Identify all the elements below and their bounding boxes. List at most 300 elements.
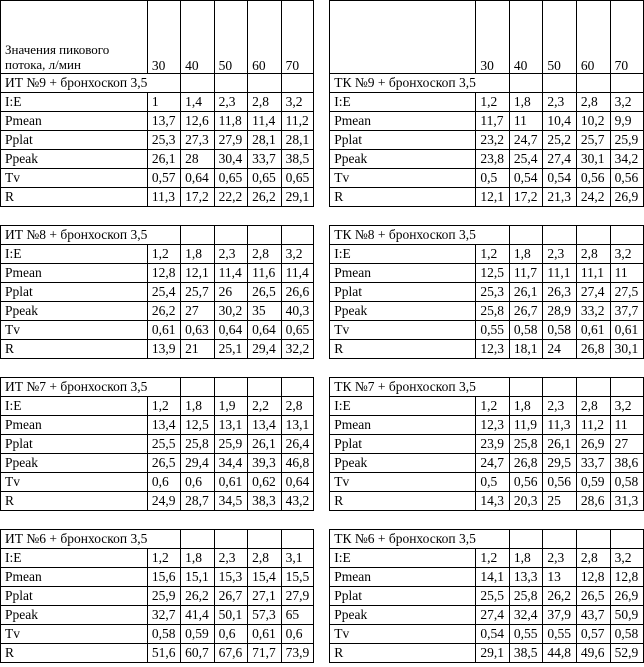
- column-gap: [314, 644, 330, 663]
- value-cell: 37,9: [543, 606, 577, 625]
- value-cell: 12,8: [147, 264, 180, 283]
- table-row: [1, 302, 644, 321]
- table-row: [1, 606, 644, 625]
- value-cell: 30,2: [214, 302, 248, 321]
- value-cell: 0,54: [476, 625, 510, 644]
- value-cell: 25,4: [147, 283, 180, 302]
- value-cell: 11,4: [281, 264, 314, 283]
- value-cell: 11,4: [248, 112, 282, 131]
- value-cell: 1,8: [181, 397, 215, 416]
- value-cell: 0,56: [543, 473, 577, 492]
- value-cell: 26,9: [576, 435, 610, 454]
- value-cell: 13,3: [509, 568, 543, 587]
- spacer-cell: [1, 511, 644, 530]
- flow-header-cell: 40: [509, 1, 543, 74]
- table-row: [1, 416, 644, 435]
- value-cell: 11: [610, 416, 643, 435]
- value-cell: 26,7: [214, 587, 248, 606]
- table-row: [1, 112, 644, 131]
- table-row: [1, 644, 644, 663]
- value-cell: 11,4: [214, 264, 248, 283]
- param-name: R: [1, 188, 148, 207]
- value-cell: 0,56: [610, 169, 643, 188]
- value-cell: 2,8: [281, 397, 314, 416]
- value-cell: 32,4: [509, 606, 543, 625]
- value-cell: 10,4: [543, 112, 577, 131]
- title-filler: [281, 226, 314, 245]
- column-gap: [314, 568, 330, 587]
- column-gap: [314, 378, 330, 397]
- value-cell: 1,2: [147, 397, 180, 416]
- column-gap: [314, 530, 330, 549]
- value-cell: 0,64: [214, 321, 248, 340]
- group-title: ИТ №9 + бронхоскоп 3,5: [1, 74, 148, 93]
- value-cell: 27,3: [181, 131, 215, 150]
- value-cell: 12,5: [181, 416, 215, 435]
- value-cell: 40,3: [281, 302, 314, 321]
- value-cell: 0,54: [509, 169, 543, 188]
- table-row: [1, 454, 644, 473]
- value-cell: 1,2: [476, 245, 510, 264]
- value-cell: 25,8: [509, 587, 543, 606]
- value-cell: 23,8: [476, 150, 510, 169]
- value-cell: 13,7: [147, 112, 180, 131]
- value-cell: 11,1: [543, 264, 577, 283]
- value-cell: 26,8: [576, 340, 610, 359]
- value-cell: 1,4: [181, 93, 215, 112]
- param-name: Pmean: [1, 568, 148, 587]
- value-cell: 25,3: [147, 131, 180, 150]
- value-cell: 29,5: [543, 454, 577, 473]
- value-cell: 27,4: [543, 150, 577, 169]
- param-name: Tv: [1, 169, 148, 188]
- value-cell: 25,2: [543, 131, 577, 150]
- value-cell: 26,7: [509, 302, 543, 321]
- title-filler: [576, 226, 610, 245]
- value-cell: 34,4: [214, 454, 248, 473]
- param-name: Pmean: [1, 416, 148, 435]
- title-filler: [476, 378, 510, 397]
- param-name: Tv: [330, 473, 476, 492]
- value-cell: 26,6: [281, 283, 314, 302]
- value-cell: 37,7: [610, 302, 643, 321]
- value-cell: 11: [509, 112, 543, 131]
- value-cell: 0,62: [248, 473, 282, 492]
- value-cell: 15,3: [214, 568, 248, 587]
- value-cell: 25,5: [147, 435, 180, 454]
- value-cell: 0,57: [576, 625, 610, 644]
- param-name: Tv: [330, 625, 476, 644]
- value-cell: 25,8: [181, 435, 215, 454]
- value-cell: 0,59: [576, 473, 610, 492]
- table-row: [1, 169, 644, 188]
- group-title-row: [1, 226, 644, 245]
- value-cell: 0,65: [248, 169, 282, 188]
- value-cell: 12,1: [476, 188, 510, 207]
- value-cell: 25,9: [147, 587, 180, 606]
- value-cell: 1,8: [509, 245, 543, 264]
- value-cell: 2,8: [248, 245, 282, 264]
- value-cell: 29,4: [248, 340, 282, 359]
- param-name: Pplat: [330, 435, 476, 454]
- title-filler: [476, 530, 510, 549]
- value-cell: 26,1: [509, 283, 543, 302]
- value-cell: 27,4: [576, 283, 610, 302]
- value-cell: 0,64: [281, 473, 314, 492]
- value-cell: 27,9: [281, 587, 314, 606]
- column-gap: [314, 302, 330, 321]
- value-cell: 26,2: [181, 587, 215, 606]
- column-gap: [314, 264, 330, 283]
- value-cell: 41,4: [181, 606, 215, 625]
- title-filler: [281, 378, 314, 397]
- value-cell: 10,2: [576, 112, 610, 131]
- value-cell: 51,6: [147, 644, 180, 663]
- column-gap: [314, 549, 330, 568]
- param-name: I:E: [330, 397, 476, 416]
- value-cell: 22,2: [214, 188, 248, 207]
- value-cell: 50,1: [214, 606, 248, 625]
- value-cell: 27,4: [476, 606, 510, 625]
- value-cell: 2,2: [248, 397, 282, 416]
- value-cell: 0,58: [543, 321, 577, 340]
- param-name: R: [1, 492, 148, 511]
- value-cell: 1,8: [181, 245, 215, 264]
- table-row: [1, 131, 644, 150]
- title-filler: [509, 378, 543, 397]
- value-cell: 25,8: [509, 435, 543, 454]
- param-name: I:E: [330, 93, 476, 112]
- title-filler: [543, 226, 577, 245]
- value-cell: 38,6: [610, 454, 643, 473]
- value-cell: 0,6: [147, 473, 180, 492]
- value-cell: 3,1: [281, 549, 314, 568]
- value-cell: 1,2: [476, 397, 510, 416]
- value-cell: 31,3: [610, 492, 643, 511]
- value-cell: 25,5: [476, 587, 510, 606]
- column-gap: [314, 606, 330, 625]
- value-cell: 28,6: [576, 492, 610, 511]
- param-name: I:E: [1, 245, 148, 264]
- spacer-cell: [1, 207, 644, 226]
- value-cell: 25,4: [509, 150, 543, 169]
- value-cell: 28,1: [281, 131, 314, 150]
- value-cell: 13,1: [214, 416, 248, 435]
- value-cell: 0,5: [476, 473, 510, 492]
- value-cell: 13: [543, 568, 577, 587]
- group-title-row: [1, 378, 644, 397]
- value-cell: 26,3: [543, 283, 577, 302]
- value-cell: 2,8: [248, 93, 282, 112]
- value-cell: 25: [543, 492, 577, 511]
- param-name: Tv: [330, 321, 476, 340]
- value-cell: 15,1: [181, 568, 215, 587]
- value-cell: 1,2: [147, 245, 180, 264]
- param-name: I:E: [330, 245, 476, 264]
- value-cell: 11,2: [281, 112, 314, 131]
- table-row: [1, 568, 644, 587]
- value-cell: 24,7: [509, 131, 543, 150]
- value-cell: 11,7: [476, 112, 510, 131]
- value-cell: 0,59: [181, 625, 215, 644]
- flow-header-cell: 30: [476, 1, 510, 74]
- title-filler: [181, 74, 215, 93]
- value-cell: 27: [610, 435, 643, 454]
- value-cell: 34,5: [214, 492, 248, 511]
- value-cell: 2,3: [543, 397, 577, 416]
- value-cell: 27,1: [248, 587, 282, 606]
- table-row: [1, 188, 644, 207]
- table-row: [1, 435, 644, 454]
- group-title: ТК №6 + бронхоскоп 3,5: [330, 530, 476, 549]
- value-cell: 28: [181, 150, 215, 169]
- table-row: [1, 625, 644, 644]
- title-filler: [610, 530, 643, 549]
- value-cell: 26,1: [248, 435, 282, 454]
- value-cell: 12,5: [476, 264, 510, 283]
- value-cell: 25,7: [576, 131, 610, 150]
- value-cell: 0,57: [147, 169, 180, 188]
- value-cell: 23,9: [476, 435, 510, 454]
- title-filler: [147, 378, 180, 397]
- value-cell: 39,3: [248, 454, 282, 473]
- column-gap: [314, 397, 330, 416]
- param-name: Pplat: [1, 283, 148, 302]
- group-title-row: [1, 530, 644, 549]
- value-cell: 49,6: [576, 644, 610, 663]
- value-cell: 35: [248, 302, 282, 321]
- value-cell: 15,4: [248, 568, 282, 587]
- value-cell: 0,61: [610, 321, 643, 340]
- value-cell: 2,3: [214, 93, 248, 112]
- value-cell: 11,6: [248, 264, 282, 283]
- title-filler: [181, 226, 215, 245]
- param-name: Pmean: [330, 112, 476, 131]
- spacer-row: [1, 359, 644, 378]
- value-cell: 24,7: [476, 454, 510, 473]
- value-cell: 57,3: [248, 606, 282, 625]
- value-cell: 26,2: [248, 188, 282, 207]
- table-row: [1, 587, 644, 606]
- value-cell: 1,2: [476, 549, 510, 568]
- value-cell: 2,8: [576, 549, 610, 568]
- title-filler: [181, 530, 215, 549]
- value-cell: 67,6: [214, 644, 248, 663]
- value-cell: 29,4: [181, 454, 215, 473]
- table-row: [1, 397, 644, 416]
- value-cell: 3,2: [610, 549, 643, 568]
- value-cell: 11,3: [543, 416, 577, 435]
- value-cell: 23,2: [476, 131, 510, 150]
- param-name: Ppeak: [330, 454, 476, 473]
- header-row: [1, 1, 644, 74]
- value-cell: 0,56: [576, 169, 610, 188]
- value-cell: 0,65: [281, 169, 314, 188]
- value-cell: 33,7: [576, 454, 610, 473]
- value-cell: 33,2: [576, 302, 610, 321]
- value-cell: 30,1: [576, 150, 610, 169]
- value-cell: 24,2: [576, 188, 610, 207]
- flow-header-cell: 70: [281, 1, 314, 74]
- value-cell: 29,1: [281, 188, 314, 207]
- value-cell: 44,8: [543, 644, 577, 663]
- value-cell: 1: [147, 93, 180, 112]
- value-cell: 26,2: [543, 587, 577, 606]
- value-cell: 38,5: [281, 150, 314, 169]
- group-title: ИТ №8 + бронхоскоп 3,5: [1, 226, 148, 245]
- value-cell: 2,3: [214, 245, 248, 264]
- table-row: [1, 473, 644, 492]
- param-name: Pmean: [330, 264, 476, 283]
- value-cell: 2,3: [543, 93, 577, 112]
- title-filler: [576, 378, 610, 397]
- column-gap: [314, 112, 330, 131]
- value-cell: 2,3: [543, 245, 577, 264]
- column-gap: [314, 283, 330, 302]
- value-cell: 13,4: [248, 416, 282, 435]
- value-cell: 2,8: [576, 245, 610, 264]
- group-title: ИТ №6 + бронхоскоп 3,5: [1, 530, 148, 549]
- value-cell: 0,61: [576, 321, 610, 340]
- value-cell: 1,8: [181, 549, 215, 568]
- value-cell: 12,3: [476, 340, 510, 359]
- value-cell: 12,8: [576, 568, 610, 587]
- value-cell: 28,7: [181, 492, 215, 511]
- flow-header-label: Значения пикового потока, л/мин: [1, 1, 148, 74]
- column-gap: [314, 454, 330, 473]
- value-cell: 27,9: [214, 131, 248, 150]
- value-cell: 15,5: [281, 568, 314, 587]
- value-cell: 12,8: [610, 568, 643, 587]
- title-filler: [476, 74, 510, 93]
- column-gap: [314, 492, 330, 511]
- column-gap: [314, 340, 330, 359]
- column-gap: [314, 74, 330, 93]
- value-cell: 27,5: [610, 283, 643, 302]
- group-title: ТК №7 + бронхоскоп 3,5: [330, 378, 476, 397]
- flow-header-cell: 30: [147, 1, 180, 74]
- value-cell: 34,2: [610, 150, 643, 169]
- param-name: R: [330, 340, 476, 359]
- value-cell: 14,1: [476, 568, 510, 587]
- value-cell: 32,7: [147, 606, 180, 625]
- value-cell: 21,3: [543, 188, 577, 207]
- param-name: Tv: [330, 169, 476, 188]
- param-name: Ppeak: [1, 150, 148, 169]
- value-cell: 25,3: [476, 283, 510, 302]
- title-filler: [576, 74, 610, 93]
- value-cell: 3,2: [281, 245, 314, 264]
- title-filler: [214, 378, 248, 397]
- value-cell: 0,58: [509, 321, 543, 340]
- spacer-row: [1, 207, 644, 226]
- value-cell: 1,8: [509, 549, 543, 568]
- value-cell: 11: [610, 264, 643, 283]
- table-row: [1, 93, 644, 112]
- value-cell: 0,55: [476, 321, 510, 340]
- group-title: ТК №9 + бронхоскоп 3,5: [330, 74, 476, 93]
- title-filler: [214, 530, 248, 549]
- value-cell: 26: [214, 283, 248, 302]
- param-name: R: [330, 492, 476, 511]
- value-cell: 3,2: [281, 93, 314, 112]
- value-cell: 25,9: [610, 131, 643, 150]
- value-cell: 28,1: [248, 131, 282, 150]
- table-row: [1, 264, 644, 283]
- value-cell: 0,6: [214, 625, 248, 644]
- flow-header-cell: 40: [181, 1, 215, 74]
- value-cell: 0,54: [543, 169, 577, 188]
- value-cell: 26,9: [610, 587, 643, 606]
- value-cell: 26,5: [147, 454, 180, 473]
- value-cell: 50,9: [610, 606, 643, 625]
- value-cell: 24,9: [147, 492, 180, 511]
- title-filler: [147, 226, 180, 245]
- table-row: [1, 340, 644, 359]
- param-name: Pmean: [330, 416, 476, 435]
- flow-header-cell: 50: [543, 1, 577, 74]
- group-title: ТК №8 + бронхоскоп 3,5: [330, 226, 476, 245]
- param-name: I:E: [1, 549, 148, 568]
- value-cell: 71,7: [248, 644, 282, 663]
- param-name: R: [1, 340, 148, 359]
- value-cell: 2,8: [576, 397, 610, 416]
- param-name: Pmean: [330, 568, 476, 587]
- column-gap: [314, 625, 330, 644]
- title-filler: [509, 226, 543, 245]
- value-cell: 25,1: [214, 340, 248, 359]
- value-cell: 26,4: [281, 435, 314, 454]
- spacer-row: [1, 511, 644, 530]
- value-cell: 25,7: [181, 283, 215, 302]
- value-cell: 12,3: [476, 416, 510, 435]
- value-cell: 11,3: [147, 188, 180, 207]
- title-filler: [214, 226, 248, 245]
- value-cell: 0,6: [181, 473, 215, 492]
- value-cell: 3,2: [610, 397, 643, 416]
- value-cell: 3,2: [610, 93, 643, 112]
- value-cell: 0,63: [181, 321, 215, 340]
- value-cell: 26,5: [248, 283, 282, 302]
- flow-header-label: [330, 1, 476, 74]
- value-cell: 0,64: [248, 321, 282, 340]
- table-row: [1, 283, 644, 302]
- title-filler: [476, 226, 510, 245]
- value-cell: 0,56: [509, 473, 543, 492]
- column-gap: [314, 587, 330, 606]
- value-cell: 27: [181, 302, 215, 321]
- value-cell: 0,58: [610, 473, 643, 492]
- value-cell: 38,5: [509, 644, 543, 663]
- column-gap: [314, 321, 330, 340]
- title-filler: [543, 530, 577, 549]
- flow-header-cell: 50: [214, 1, 248, 74]
- value-cell: 0,5: [476, 169, 510, 188]
- value-cell: 25,8: [476, 302, 510, 321]
- table-row: [1, 492, 644, 511]
- param-name: R: [330, 644, 476, 663]
- title-filler: [147, 74, 180, 93]
- value-cell: 12,1: [181, 264, 215, 283]
- value-cell: 33,7: [248, 150, 282, 169]
- value-cell: 26,2: [147, 302, 180, 321]
- value-cell: 29,1: [476, 644, 510, 663]
- value-cell: 17,2: [181, 188, 215, 207]
- value-cell: 0,58: [147, 625, 180, 644]
- value-cell: 11,8: [214, 112, 248, 131]
- value-cell: 26,9: [610, 188, 643, 207]
- value-cell: 1,2: [476, 93, 510, 112]
